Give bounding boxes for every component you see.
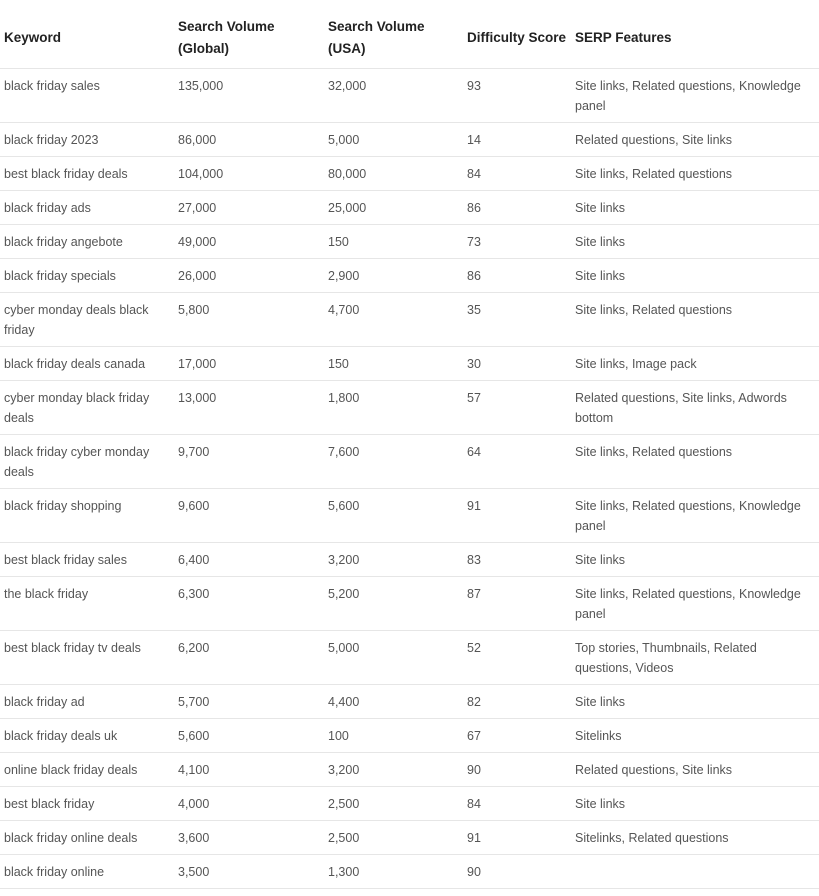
serp-features-cell: Related questions, Site links, Adwords bottom <box>571 381 819 435</box>
search-volume-usa-cell: 150 <box>324 225 463 259</box>
search-volume-usa-cell: 100 <box>324 719 463 753</box>
search-volume-usa-cell: 2,900 <box>324 259 463 293</box>
search-volume-global-cell: 3,500 <box>174 855 324 889</box>
keyword-cell: black friday angebote <box>0 225 174 259</box>
search-volume-usa-cell: 5,200 <box>324 577 463 631</box>
serp-features-cell: Site links, Related questions <box>571 293 819 347</box>
serp-features-cell: Related questions, Site links <box>571 753 819 787</box>
difficulty-score-cell: 82 <box>463 685 571 719</box>
search-volume-global-cell: 5,800 <box>174 293 324 347</box>
search-volume-usa-cell: 5,600 <box>324 489 463 543</box>
search-volume-global-cell: 9,600 <box>174 489 324 543</box>
difficulty-score-cell: 90 <box>463 753 571 787</box>
table-row <box>0 191 819 225</box>
difficulty-score-cell: 91 <box>463 489 571 543</box>
serp-features-cell: Sitelinks, Related questions <box>571 821 819 855</box>
difficulty-score-cell: 86 <box>463 191 571 225</box>
search-volume-global-cell: 4,100 <box>174 753 324 787</box>
keyword-cell: online black friday deals <box>0 753 174 787</box>
search-volume-usa-cell: 4,400 <box>324 685 463 719</box>
keyword-cell: best black friday tv deals <box>0 631 174 685</box>
search-volume-usa-cell: 2,500 <box>324 821 463 855</box>
header-search-volume-global: Search Volume (Global) <box>174 0 324 69</box>
serp-features-cell: Site links <box>571 225 819 259</box>
difficulty-score-cell: 84 <box>463 787 571 821</box>
keyword-cell: black friday shopping <box>0 489 174 543</box>
keyword-cell: black friday 2023 <box>0 123 174 157</box>
search-volume-usa-cell: 3,200 <box>324 753 463 787</box>
serp-features-cell: Site links, Related questions, Knowledge panel <box>571 69 819 123</box>
serp-features-cell: Related questions, Site links <box>571 123 819 157</box>
table-row <box>0 225 819 259</box>
table-row <box>0 123 819 157</box>
serp-features-cell: Site links <box>571 191 819 225</box>
serp-features-cell <box>571 855 819 889</box>
search-volume-global-cell: 3,600 <box>174 821 324 855</box>
search-volume-usa-cell: 5,000 <box>324 123 463 157</box>
table-row <box>0 543 819 577</box>
keyword-cell: black friday cyber monday deals <box>0 435 174 489</box>
serp-features-cell: Site links, Image pack <box>571 347 819 381</box>
search-volume-usa-cell: 3,200 <box>324 543 463 577</box>
header-keyword: Keyword <box>0 0 174 69</box>
keyword-cell: cyber monday black friday deals <box>0 381 174 435</box>
table-row <box>0 435 819 489</box>
table-row <box>0 259 819 293</box>
table-body <box>0 69 819 889</box>
serp-features-cell: Site links <box>571 685 819 719</box>
keyword-cell: best black friday <box>0 787 174 821</box>
search-volume-global-cell: 5,700 <box>174 685 324 719</box>
search-volume-usa-cell: 2,500 <box>324 787 463 821</box>
header-serp-features: SERP Features <box>571 0 819 69</box>
table-row <box>0 631 819 685</box>
difficulty-score-cell: 91 <box>463 821 571 855</box>
search-volume-usa-cell: 1,800 <box>324 381 463 435</box>
table-row <box>0 719 819 753</box>
search-volume-global-cell: 135,000 <box>174 69 324 123</box>
table-row <box>0 685 819 719</box>
keyword-cell: black friday specials <box>0 259 174 293</box>
search-volume-global-cell: 17,000 <box>174 347 324 381</box>
search-volume-global-cell: 104,000 <box>174 157 324 191</box>
search-volume-global-cell: 5,600 <box>174 719 324 753</box>
table-header <box>0 0 819 69</box>
difficulty-score-cell: 90 <box>463 855 571 889</box>
serp-features-cell: Site links, Related questions, Knowledge panel <box>571 577 819 631</box>
keyword-cell: black friday online <box>0 855 174 889</box>
table-row <box>0 293 819 347</box>
table-row <box>0 787 819 821</box>
search-volume-global-cell: 6,400 <box>174 543 324 577</box>
search-volume-usa-cell: 7,600 <box>324 435 463 489</box>
table-row <box>0 821 819 855</box>
keyword-cell: black friday online deals <box>0 821 174 855</box>
search-volume-global-cell: 26,000 <box>174 259 324 293</box>
search-volume-usa-cell: 80,000 <box>324 157 463 191</box>
serp-features-cell: Site links, Related questions <box>571 435 819 489</box>
serp-features-cell: Top stories, Thumbnails, Related questions, Videos <box>571 631 819 685</box>
header-difficulty-score: Difficulty Score <box>463 0 571 69</box>
search-volume-usa-cell: 4,700 <box>324 293 463 347</box>
search-volume-global-cell: 27,000 <box>174 191 324 225</box>
search-volume-usa-cell: 5,000 <box>324 631 463 685</box>
difficulty-score-cell: 57 <box>463 381 571 435</box>
difficulty-score-cell: 35 <box>463 293 571 347</box>
serp-features-cell: Site links, Related questions <box>571 157 819 191</box>
header-search-volume-usa: Search Volume (USA) <box>324 0 463 69</box>
difficulty-score-cell: 73 <box>463 225 571 259</box>
search-volume-usa-cell: 150 <box>324 347 463 381</box>
serp-features-cell: Site links <box>571 787 819 821</box>
table-row <box>0 347 819 381</box>
search-volume-global-cell: 6,300 <box>174 577 324 631</box>
keyword-cell: the black friday <box>0 577 174 631</box>
keyword-cell: best black friday sales <box>0 543 174 577</box>
search-volume-global-cell: 13,000 <box>174 381 324 435</box>
keyword-cell: cyber monday deals black friday <box>0 293 174 347</box>
difficulty-score-cell: 67 <box>463 719 571 753</box>
search-volume-usa-cell: 25,000 <box>324 191 463 225</box>
table-row <box>0 855 819 889</box>
search-volume-global-cell: 4,000 <box>174 787 324 821</box>
difficulty-score-cell: 93 <box>463 69 571 123</box>
difficulty-score-cell: 64 <box>463 435 571 489</box>
table-row <box>0 381 819 435</box>
difficulty-score-cell: 83 <box>463 543 571 577</box>
difficulty-score-cell: 87 <box>463 577 571 631</box>
difficulty-score-cell: 14 <box>463 123 571 157</box>
keyword-cell: best black friday deals <box>0 157 174 191</box>
table-row <box>0 489 819 543</box>
keyword-cell: black friday ads <box>0 191 174 225</box>
keyword-cell: black friday sales <box>0 69 174 123</box>
keyword-cell: black friday deals uk <box>0 719 174 753</box>
search-volume-global-cell: 9,700 <box>174 435 324 489</box>
serp-features-cell: Site links <box>571 259 819 293</box>
search-volume-usa-cell: 32,000 <box>324 69 463 123</box>
search-volume-global-cell: 49,000 <box>174 225 324 259</box>
difficulty-score-cell: 52 <box>463 631 571 685</box>
header-row <box>0 0 819 69</box>
difficulty-score-cell: 30 <box>463 347 571 381</box>
keyword-cell: black friday ad <box>0 685 174 719</box>
table-row <box>0 69 819 123</box>
table-row <box>0 753 819 787</box>
table-row <box>0 157 819 191</box>
difficulty-score-cell: 84 <box>463 157 571 191</box>
search-volume-global-cell: 6,200 <box>174 631 324 685</box>
table-row <box>0 577 819 631</box>
search-volume-usa-cell: 1,300 <box>324 855 463 889</box>
serp-features-cell: Site links, Related questions, Knowledge panel <box>571 489 819 543</box>
serp-features-cell: Sitelinks <box>571 719 819 753</box>
difficulty-score-cell: 86 <box>463 259 571 293</box>
search-volume-global-cell: 86,000 <box>174 123 324 157</box>
serp-features-cell: Site links <box>571 543 819 577</box>
keyword-cell: black friday deals canada <box>0 347 174 381</box>
